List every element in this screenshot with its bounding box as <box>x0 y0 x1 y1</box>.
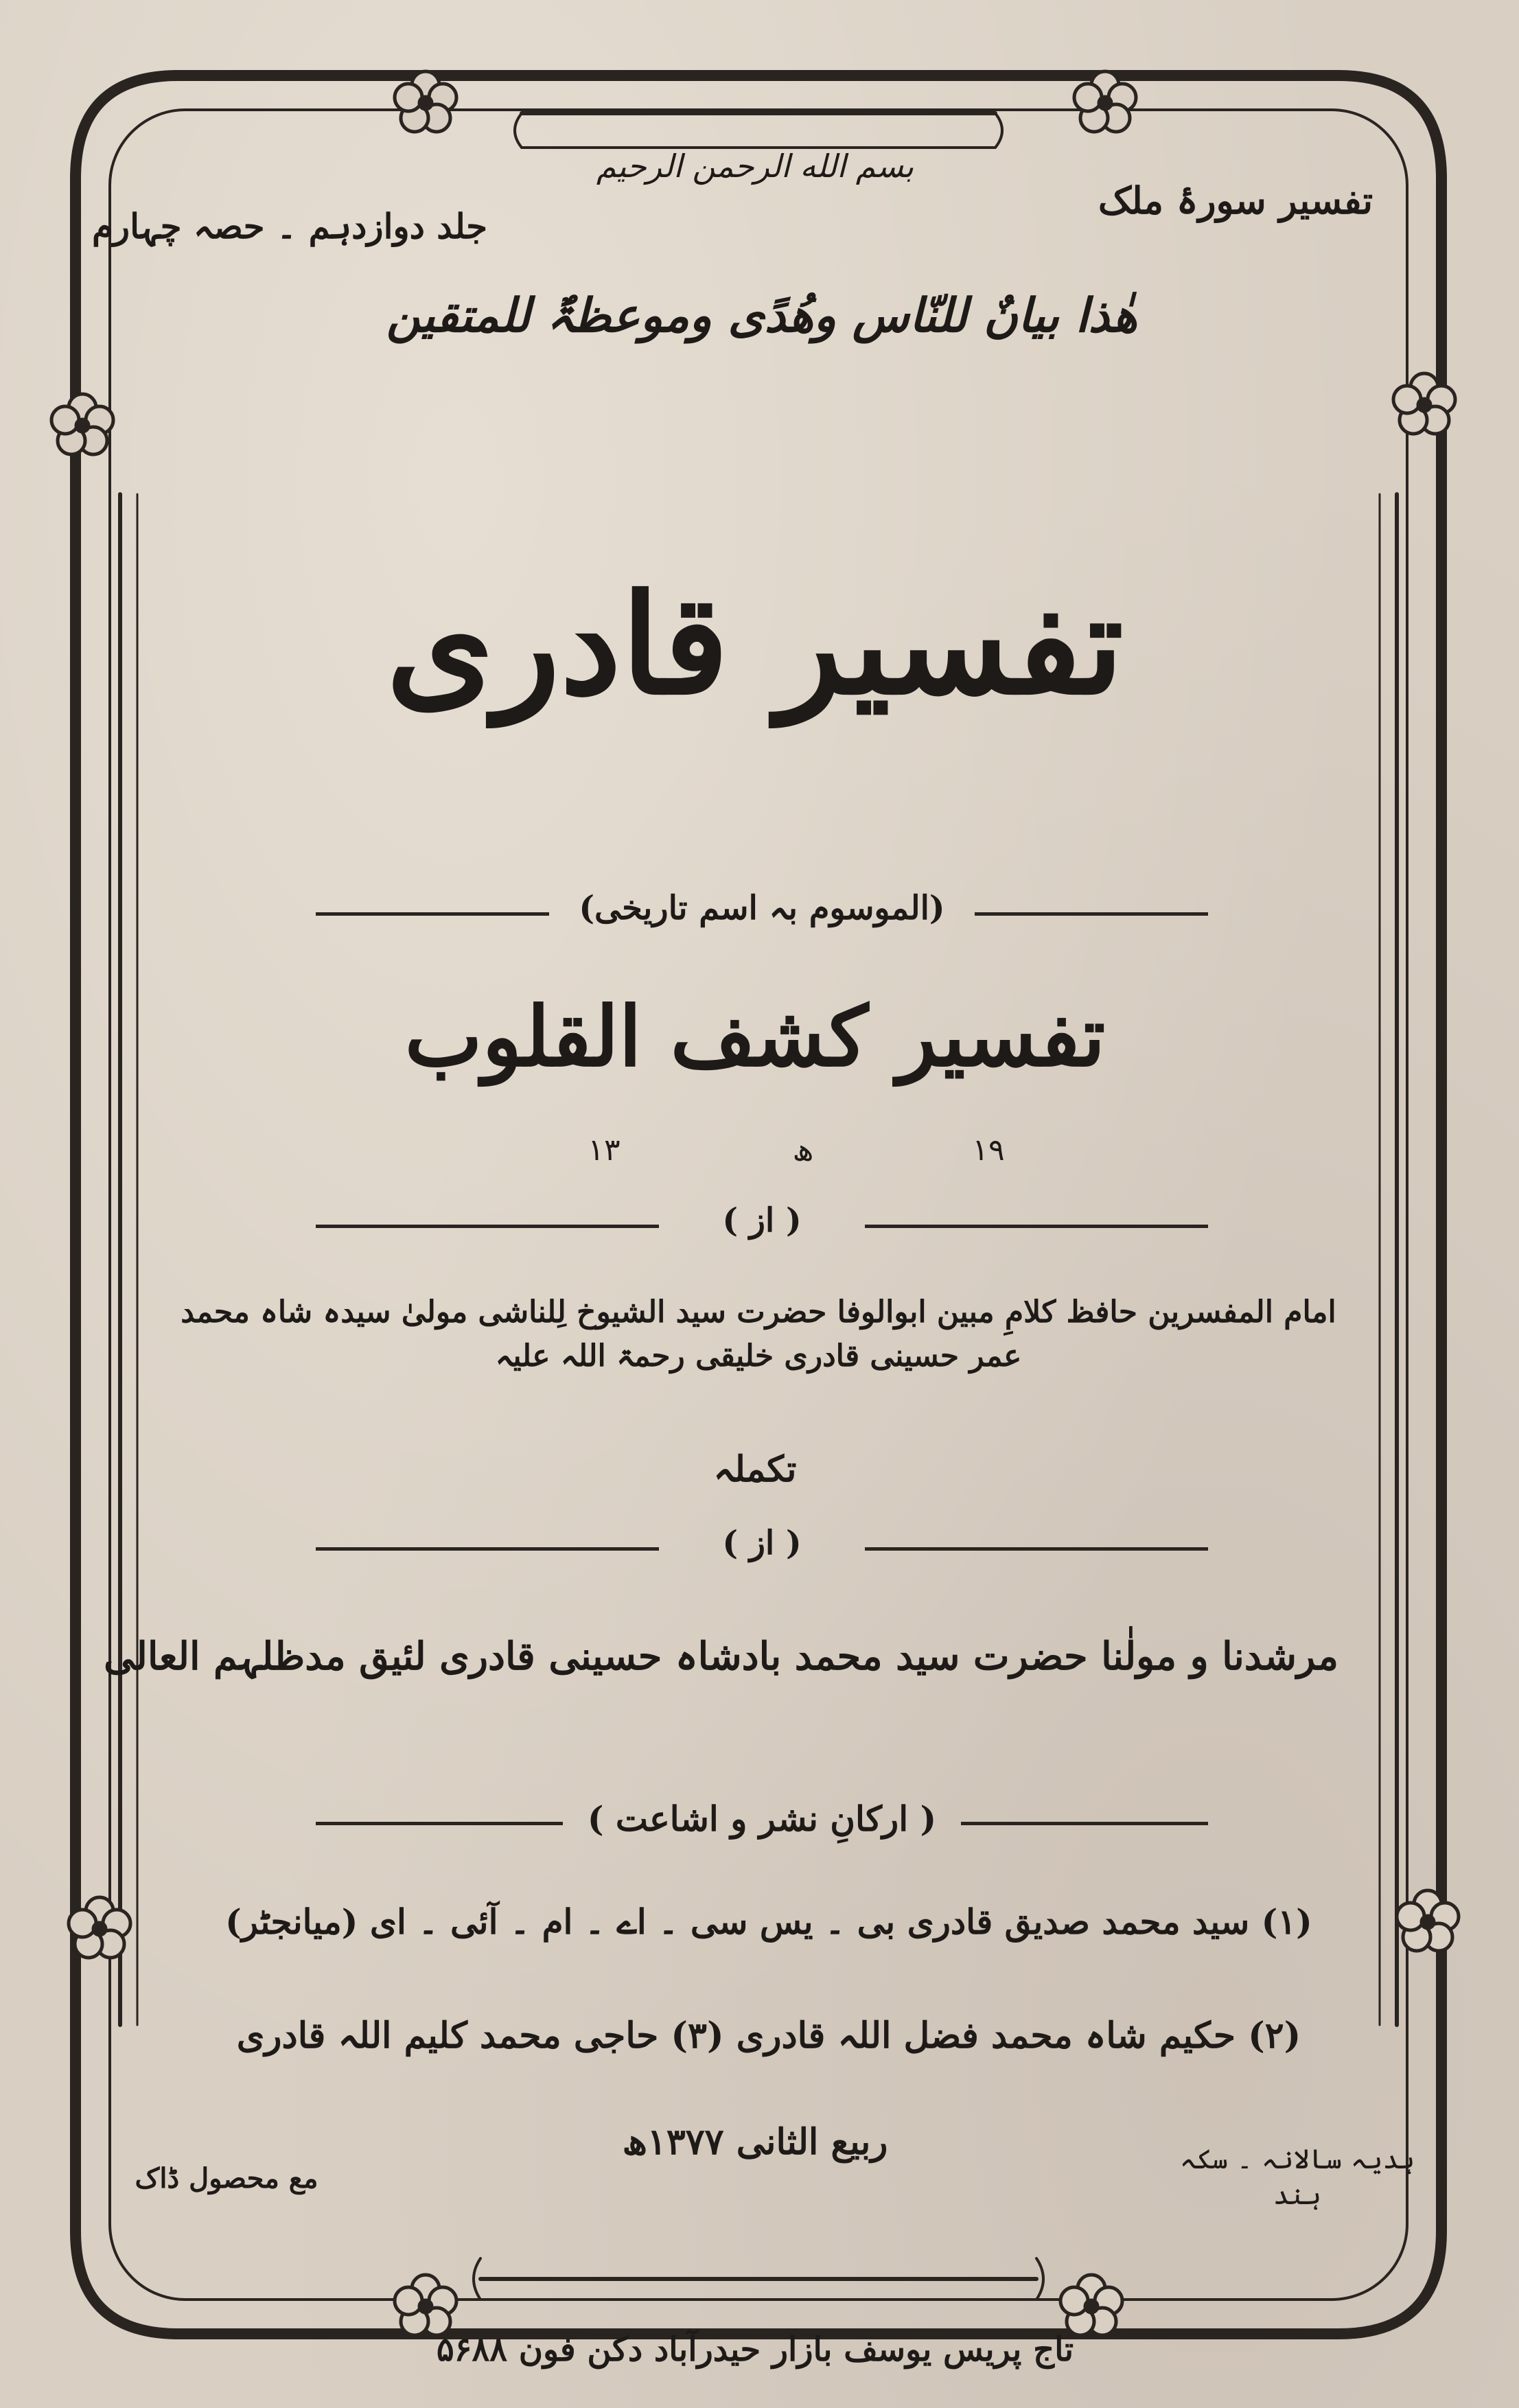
volume-label: جلد دوازدہم ۔ حصہ چہارم <box>91 206 487 246</box>
annual-subscription-note: ہدیہ سالانہ ۔ سکہ ہند <box>1179 2144 1415 2211</box>
second-title: تفسیر کشف القلوب <box>404 988 1106 1085</box>
year-mark-1: ۱۹ <box>972 1133 1005 1168</box>
year-mark-3: ۱۳ <box>588 1133 621 1168</box>
publishing-row <box>316 1798 1208 1846</box>
from-row-2 <box>316 1524 1208 1572</box>
postage-note: مع محصول ڈاک <box>135 2162 318 2195</box>
subtitle-caption: (الموسوم بہ اسم تاریخی) <box>579 889 945 927</box>
main-title: تفسیر قادری <box>386 564 1124 726</box>
quran-verse: ھٰذا بیانٌ للنّاس وھُدًی وموعظۃٌ للمتقین <box>386 288 1138 343</box>
surah-label: تفسیر سورۂ ملک <box>1098 178 1373 222</box>
press-line: تاج پریس یوسف بازار حیدرآباد دکن فون ۵۶۸۸ <box>436 2330 1074 2369</box>
bismillah: بسم الله الرحمن الرحیم <box>596 148 914 185</box>
from-row-1 <box>316 1201 1208 1249</box>
from-label-1: ( از ) <box>722 1201 802 1240</box>
completer-line: مرشدنا و مولٰنا حضرت سید محمد بادشاہ حسینی قادری لئیق مدظلہم العالی <box>104 1634 1338 1679</box>
year-mark-2: ھ <box>792 1133 814 1168</box>
publication-date: ربیع الثانی ۱۳۷۷ھ <box>622 2121 888 2163</box>
subtitle-row <box>316 889 1208 937</box>
completion-label: تکملہ <box>713 1448 797 1490</box>
publishing-heading: ( ارکانِ نشر و اشاعت ) <box>587 1798 937 1839</box>
publisher-2-3: (۲) حکیم شاہ محمد فضل اللہ قادری (۳) حاجی محمد کلیم اللہ قادری <box>236 2015 1301 2057</box>
from-label-2: ( از ) <box>722 1524 802 1562</box>
year-marks <box>563 1133 1085 1181</box>
publisher-1: (۱) سید محمد صدیق قادری بی ۔ یس سی ۔ اے ۔ ام ۔ آئی ۔ ای (میانجٹر) <box>225 1901 1312 1942</box>
author-line: امام المفسرین حافظ کلامِ مبین ابوالوفا حضرت سید الشیوخ لِلناشی مولیٰ سیدہ شاہ محمد عمر حسینی قادری خلیقی رحمۃ اللہ علیہ <box>181 1295 1336 1374</box>
